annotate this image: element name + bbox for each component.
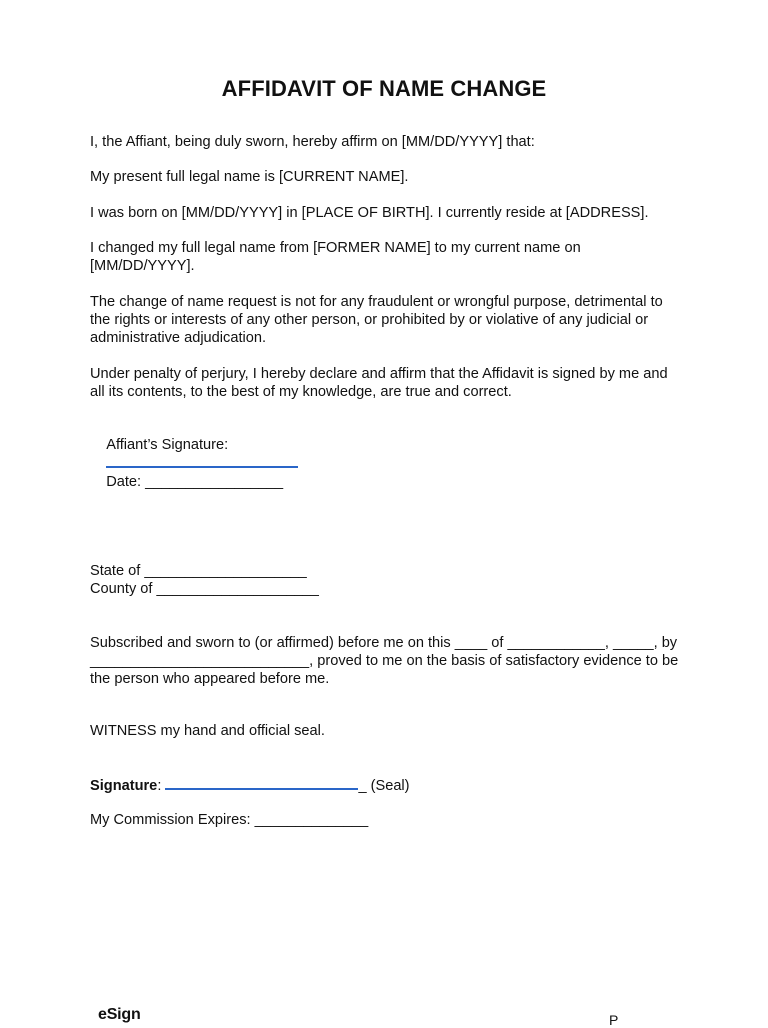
notary-signature-row: [90, 776, 682, 795]
affiant-signature-label: Affiant’s Signature:: [106, 437, 229, 453]
commission-expires-line: My Commission Expires: ______________: [90, 812, 369, 828]
page-marker: P: [609, 1012, 619, 1028]
paragraph-subscribed: Subscribed and sworn to (or affirmed) before me on this ____ of ____________, _____, by ___________________________, proved to me on the basis of satisfactory evidence to be the person who appeared before me.: [90, 635, 683, 687]
seal-label: _ (Seal): [358, 778, 410, 794]
county-line: County of ____________________: [90, 581, 319, 597]
notary-signature-colon: :: [157, 778, 162, 794]
affiant-signature-field[interactable]: [106, 454, 298, 468]
affiant-date-label: Date: _________________: [106, 474, 284, 490]
paragraph-current-name: My present full legal name is [CURRENT NAME].: [90, 169, 409, 185]
paragraph-affirmation: I, the Affiant, being duly sworn, hereby affirm on [MM/DD/YYYY] that:: [90, 134, 535, 150]
paragraph-former-name: I changed my full legal name from [FORMER NAME] to my current name on [MM/DD/YYYY].: [90, 240, 585, 274]
notary-signature-label: Signature: [90, 778, 158, 794]
esign-logo: eSign: [98, 1006, 141, 1023]
notary-signature-field[interactable]: [165, 776, 358, 790]
state-line: State of ____________________: [90, 563, 307, 579]
affiant-signature-row: [90, 418, 682, 509]
paragraph-perjury: Under penalty of perjury, I hereby declare and affirm that the Affidavit is signed by me and all its contents, to the best of my knowledge, are true and correct.: [90, 366, 672, 400]
witness-statement: WITNESS my hand and official seal.: [90, 723, 325, 739]
paragraph-birth-residence: I was born on [MM/DD/YYYY] in [PLACE OF BIRTH]. I currently reside at [ADDRESS].: [90, 205, 649, 221]
document-title: AFFIDAVIT OF NAME CHANGE: [221, 76, 547, 101]
paragraph-purpose: The change of name request is not for any fraudulent or wrongful purpose, detrimental to the rights or interests of any other person, or prohibited by or violative of any judicial or administrative adjudication.: [90, 294, 667, 346]
